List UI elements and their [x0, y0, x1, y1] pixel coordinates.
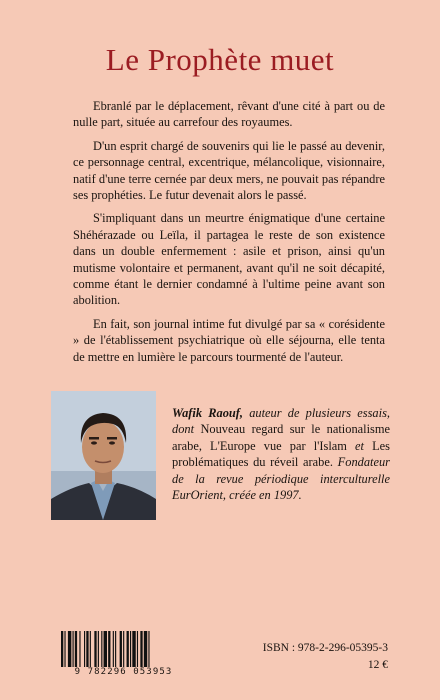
bio-text: et [346, 438, 373, 453]
ean-barcode [57, 631, 190, 676]
summary-paragraph: Ebranlé par le déplacement, rêvant d'une cité à part ou de nulle part, située au carrefour des royaumes. [73, 99, 385, 130]
author-photo [51, 391, 156, 520]
book-reference: L'Europe vue par l'Islam [210, 438, 347, 453]
barcode-bars [57, 631, 190, 667]
book-reference: Les problématiques du réveil arabe. [172, 438, 390, 470]
summary-paragraph: D'un esprit chargé de souvenirs qui lie le passé au devenir, ce personnage central, excentrique, mélancolique, visionnaire, natif d'une terre cernée par deux mers, ne pouvait pas répandre ses prophéties. Le futur devenait alors le passé. [73, 138, 385, 203]
author-name: Wafik Raouf, [172, 406, 244, 420]
book-reference: Nouveau regard sur le nationalisme arabe, [172, 422, 390, 453]
isbn-number: ISBN : 978-2-296-05395-3 [262, 642, 388, 654]
bio-text [202, 439, 210, 453]
summary-paragraph: S'impliquant dans un meurtre énigmatique d'une certaine Shéhérazade ou Leïla, il partagea le reste de son existence dans un double enfermement : asile et prison, ainsi qu'un mutisme volontaire et permanent, avant qu'il ne soit décapité, comme étant le dernier condamné à l'ultime peine avant son abolition. [73, 211, 385, 308]
barcode-digits: 9 782296 053953 [57, 667, 190, 677]
price: 12 € [367, 659, 388, 671]
summary-paragraph: En fait, son journal intime fut divulgé par sa « corésidente » de l'établissement psychiatrique où elle séjourna, elle tenta de mettre en lumière le parcours tourmenté de l'auteur. [73, 316, 385, 364]
bio-text: Fondateur de la revue périodique interculturelle EurOrient, créée en 1997. [172, 455, 390, 503]
isbn-block [263, 640, 388, 674]
back-cover-summary [73, 98, 385, 372]
author-bio [172, 405, 390, 503]
bio-text: auteur de plusieurs essais, dont [172, 406, 390, 437]
book-title: Le Prophète muet [105, 42, 335, 77]
